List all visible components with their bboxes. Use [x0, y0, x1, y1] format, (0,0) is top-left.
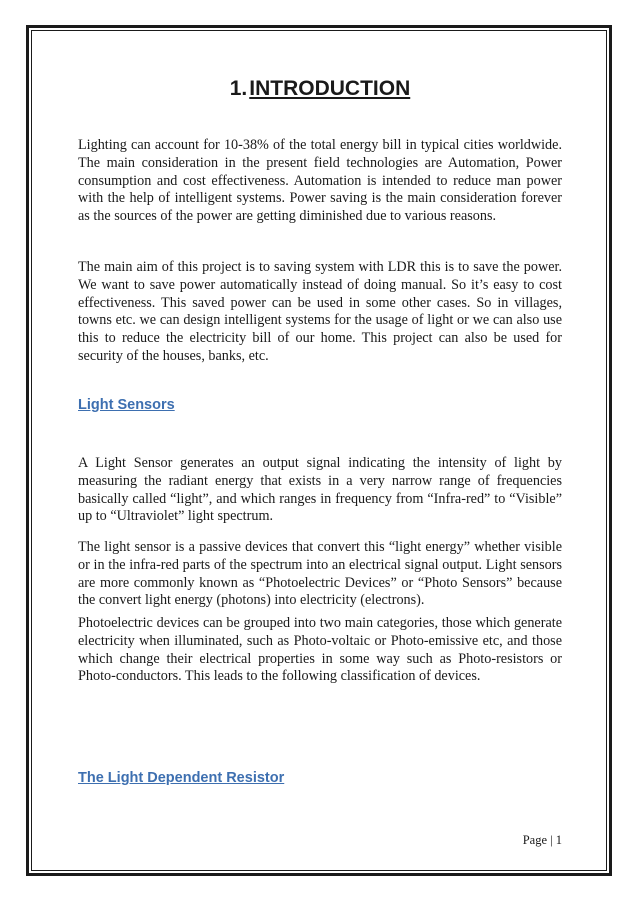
- light-sensors-paragraph-3: Photoelectric devices can be grouped into two main categories, those which generate electricity when illuminated, such as Photo-voltaic or Photo-emissive etc, and those which change their electrical properties in some way such as Photo-resistors or Photo-conductors. This leads to the following classification of devices.: [78, 615, 562, 685]
- light-sensors-paragraph-1: A Light Sensor generates an output signal indicating the intensity of light by measuring the radiant energy that exists in a very narrow range of frequencies basically called “light”, and which ranges in frequency from “Infra-red” to “Visible” up to “Ultraviolet” light spectrum.: [78, 455, 562, 525]
- title-text: INTRODUCTION: [249, 77, 411, 100]
- section-heading-ldr: The Light Dependent Resistor: [78, 770, 285, 786]
- light-sensors-paragraph-2: The light sensor is a passive devices that convert this “light energy” whether visible or in the infra-red parts of the spectrum into an electrical signal output. Light sensors are more commonly known as “Photoelectric Devices” or “Photo Sensors” because the convert light energy (photons) into electricity (electrons).: [78, 539, 562, 609]
- intro-paragraph-1: Lighting can account for 10-38% of the total energy bill in typical cities worldwide. The main consideration in the present field technologies are Automation, Power consumption and cost effectiveness. Automation is intended to reduce man power with the help of intelligent systems. Power saving is the main consideration forever as the sources of the power are getting diminished due to various reasons.: [78, 137, 562, 225]
- title-number: 1.: [229, 77, 248, 100]
- page-title: [78, 77, 562, 101]
- intro-paragraph-2: The main aim of this project is to saving system with LDR this is to save the power. We want to save power automatically instead of doing manual. So it’s easy to cost effectiveness. This saved power can be used in some other cases. So in villages, towns etc. we can design intelligent systems for the usage of light or we can also use this to reduce the electricity bill of our home. This project can also be used for security of the houses, banks, etc.: [78, 259, 562, 364]
- page-number: Page | 1: [522, 833, 562, 847]
- section-heading-light-sensors: Light Sensors: [78, 397, 175, 413]
